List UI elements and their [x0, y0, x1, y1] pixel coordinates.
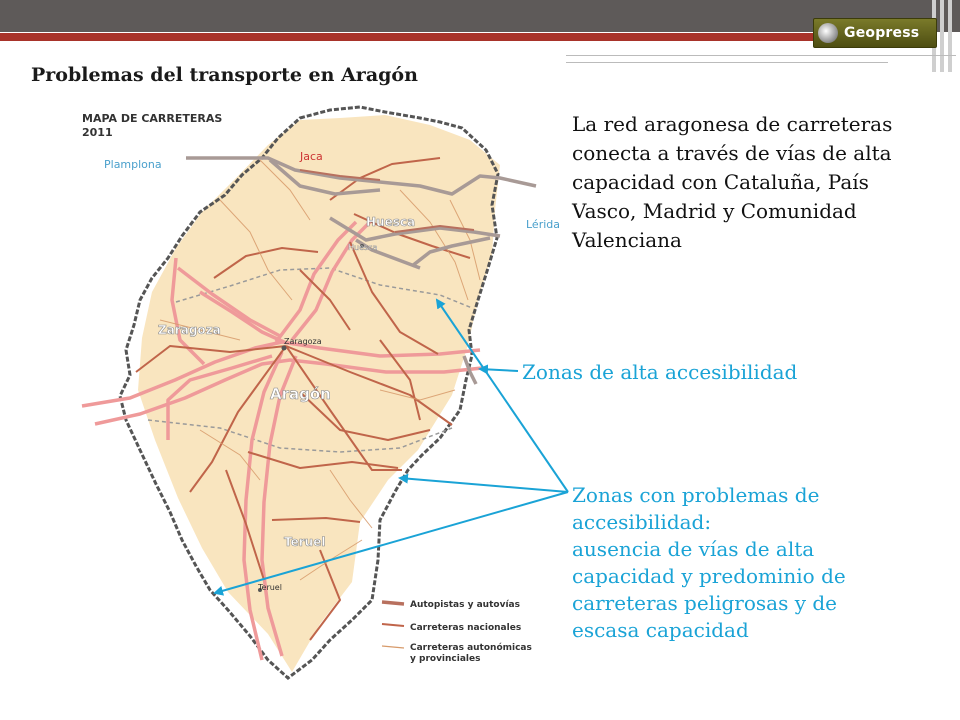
legend-highways: Autopistas y autovías — [410, 600, 520, 610]
legend-national: Carreteras nacionales — [410, 623, 522, 633]
city-marker — [282, 346, 287, 351]
province-label-huesca: Huesca — [366, 215, 416, 229]
province-label-zaragoza: Zaragoza — [158, 323, 221, 337]
globe-icon — [818, 23, 838, 43]
map-legend — [382, 600, 532, 664]
low-accessibility-desc: ausencia de vías de alta capacidad y predominio de carreteras peligrosas y de escasa capacidad — [572, 537, 846, 642]
road-map — [70, 102, 560, 692]
low-accessibility-text — [572, 482, 902, 644]
decorative-bar — [948, 0, 952, 72]
map-header-line2: 2011 — [82, 126, 113, 139]
slide-title: Problemas del transporte en Aragón — [31, 64, 418, 86]
high-accessibility-label: Zonas de alta accesibilidad — [522, 360, 798, 384]
geopress-logo — [813, 18, 937, 48]
city-label-jaca: Jaca — [300, 150, 323, 163]
divider-line — [776, 62, 888, 63]
city-label-lerida: Lérida — [526, 218, 560, 231]
intro-text: La red aragonesa de carreteras conecta a través de vías de alta capacidad con Cataluña, País Vasco, Madrid y Comunidad Valenciana — [572, 112, 893, 252]
accent-red-line — [0, 33, 925, 41]
divider-line — [566, 55, 956, 56]
decorative-bar — [940, 0, 944, 72]
logo-text: Geopress — [844, 25, 920, 41]
map-header-line1: MAPA DE CARRETERAS — [82, 112, 223, 125]
province-label-teruel: Teruel — [284, 535, 326, 549]
city-label-zaragoza: Zaragoza — [284, 337, 322, 346]
province-label-aragon: Aragón — [270, 385, 331, 403]
legend-regional-line2: y provinciales — [410, 654, 481, 664]
legend-regional-line1: Carreteras autonómicas — [410, 643, 532, 653]
city-label-huesca: Huesca — [348, 243, 378, 252]
divider-line — [566, 62, 776, 63]
city-label-pamplona: Plamplona — [104, 158, 162, 171]
low-accessibility-title: Zonas con problemas de accesibilidad: — [572, 483, 820, 534]
city-label-teruel: Teruel — [258, 583, 282, 592]
